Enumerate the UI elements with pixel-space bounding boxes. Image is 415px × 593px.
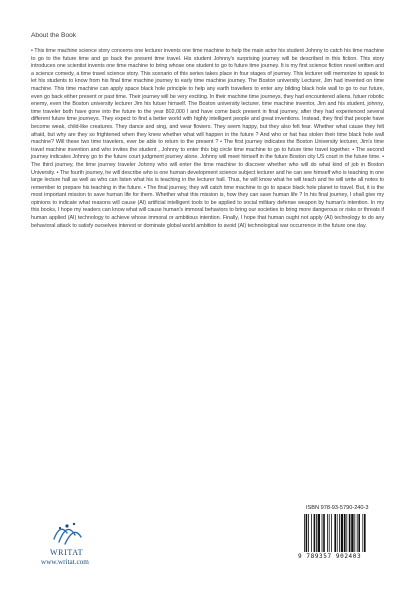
- publisher-name: WRITAT: [50, 548, 84, 557]
- about-heading: About the Book: [31, 32, 77, 39]
- writat-star-logo-icon: [48, 519, 86, 547]
- barcode-digits: 9 789357 902403: [298, 553, 362, 560]
- isbn-label: ISBN 978-93-5790-240-3: [306, 505, 369, 511]
- publisher-website: www.writat.com: [41, 558, 89, 566]
- book-description: • This time machine science story concerns one lecturer invents one time machine to help the main actor his student Johnny to catch his time machine to go to the future time and go back the present time travel. His student Johnny's surprising journey will be described in this fiction. This story introduces one scientist invents one time machine to bring whose one student to go to future time journey. It is my first science fiction novel written and a science comedy, a time travel science story. This scenario of this series takes place in four stages of journey. This lecturer will memorize to speak to let his students to know from his final time machine journey to early time machine journey. The Boston university Lecturer, Jim had invented on time machine. This time machine can apply space black hole principle to help any earth travellers to enter any bilding black hole wall to go to our future, even go back either present or past time. Their journey will be very exciting. In their machine time journeys, they had encountered aliens, futuer robotic enemy, even the Boston university lecturer Jim his futuer himself. The Boston university lecturer, time machine inventor, Jim and his student, johnny, time traveler both have gone into the future to the year 802,000 I and have come back present in final journey, after they had experienced several different future time journeys. They expect to find a better world with highly intelligent people and great inventions. Instead, they find that people have become weak, child-like creatures. They dance and sing, and wear flowers. They seem happy, but they also felt fear. Whether what cause they felt afraid, but why are they so frightened when they knew whether what will happen in the future ? And who or hat has stolen their time black hole wall machine? Will these two time travelers, ever be able to return to the present ? • The first journey indicates the Boston University lecturer, Jim's time travel machine invention and who invites the student , Johnny to enter this big circle time machine to go to future time travel together. • The second journey indicates Johnny go to the future court judgment journey alone. Johnny will meet himself in the future Boston city US court in the future time. • The third journey, the time journey traveler Johnny who will enter the time machine to discover whether who will do what kind of job in Boston University. • The fourth journey, he will describe who is one human development science subject lecturer and he can see himself who is teaching in one large lecture hall as well as who can listen what his is teaching in the lecturer hall. Thus, he will know what he will teach and he will write all notes to remember to prepare his teaching in the future. • The final journey, they will catch time machine to go to space black hole planet to travel. But, it is the most important mission to save human life for them. Whether what this mission is, how they can save human life ? In his final journey, I shall give my opinions to indicate what reasons will cause (AI) artificial intelligent tools to be applied to social military defense weapon by human's intention. In my this books, I hope my readers can know what will cause human's immoral behaviors to bring our societies to bring more dangerous or risks or threats if human applied (AI) technology to achieve whose immoral or ambitious intention. Finally, I hope that human ought not apply (AI) technology to do any behavioral attack to satisfy ourselves interest or dominate global world ambition to avoid (AI) technological war occurrence in the future one day.: [31, 48, 384, 229]
- barcode-icon: [302, 514, 388, 552]
